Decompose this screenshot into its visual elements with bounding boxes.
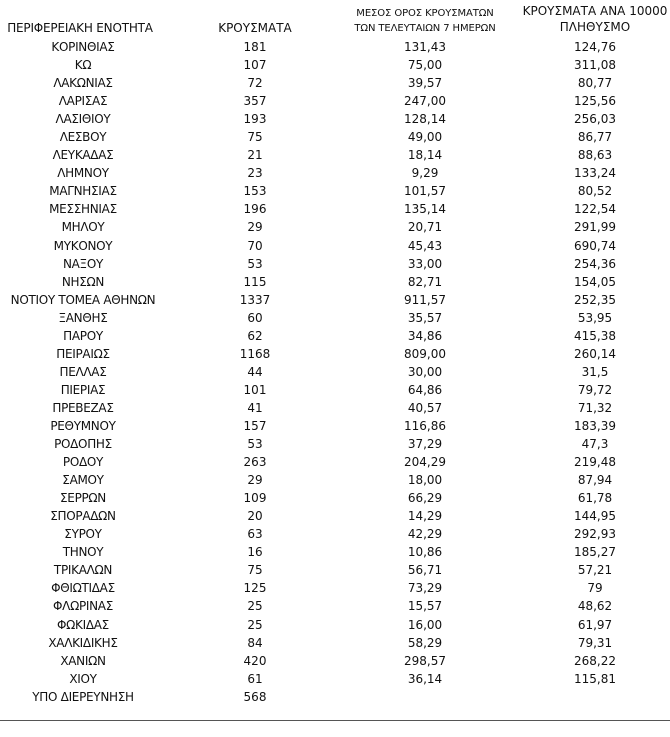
table-row [0, 435, 670, 453]
seven-day-average-cell: 911,57 [404, 292, 446, 307]
cases-cell: 29 [247, 220, 263, 235]
cases-per-10000-cell: 61,78 [577, 491, 613, 506]
region-cell: ΜΕΣΣΗΝΙΑΣ [49, 202, 117, 217]
table-row [0, 38, 670, 56]
region-cell: ΝΗΣΩΝ [61, 274, 105, 289]
seven-day-average-cell: 809,00 [404, 346, 446, 361]
seven-day-average-cell: 73,29 [407, 581, 443, 596]
table-row [0, 327, 670, 345]
table-row [0, 56, 670, 74]
table-body [0, 38, 670, 706]
region-cell: ΦΘΙΩΤΙΔΑΣ [51, 581, 115, 596]
table-row [0, 146, 670, 164]
cases-per-10000-cell: 80,77 [577, 76, 613, 91]
cases-per-10000-cell: 122,54 [574, 202, 616, 217]
cases-per-10000-cell: 61,97 [577, 617, 613, 632]
cases-per-10000-cell: 185,27 [574, 545, 616, 560]
cases-cell: 53 [247, 256, 263, 271]
cases-cell: 263 [243, 455, 267, 470]
region-cell: ΧΑΝΙΩΝ [60, 653, 106, 668]
cases-per-10000-cell: 79,72 [577, 382, 613, 397]
table-row [0, 381, 670, 399]
table-row [0, 634, 670, 652]
cases-per-10000-cell: 292,93 [574, 527, 616, 542]
table-row [0, 561, 670, 579]
seven-day-average-cell: 49,00 [407, 130, 443, 145]
region-cell: ΛΗΜΝΟΥ [57, 166, 109, 181]
seven-day-average-cell: 20,71 [407, 220, 443, 235]
cases-per-10000-cell: 48,62 [577, 599, 613, 614]
table-row [0, 110, 670, 128]
cases-cell: 107 [243, 58, 267, 73]
cases-cell: 153 [243, 184, 267, 199]
table-row [0, 670, 670, 688]
seven-day-average-cell: 101,57 [404, 184, 446, 199]
cases-cell: 357 [243, 94, 267, 109]
cases-cell: 62 [247, 328, 263, 343]
cases-per-10000-cell: 415,38 [574, 328, 616, 343]
region-cell: ΤΡΙΚΑΛΩΝ [53, 563, 113, 578]
cases-per-10000-cell: 154,05 [574, 274, 616, 289]
region-cell: ΠΙΕΡΙΑΣ [60, 382, 106, 397]
table-row [0, 597, 670, 615]
cases-per-10000-cell: 47,3 [581, 437, 609, 452]
seven-day-average-cell: 30,00 [407, 364, 443, 379]
table-row [0, 525, 670, 543]
table-row [0, 92, 670, 110]
table-row [0, 688, 670, 706]
seven-day-average-cell: 18,14 [407, 148, 443, 163]
cases-per-10000-cell: 88,63 [577, 148, 613, 163]
cases-per-10000-cell: 124,76 [574, 40, 616, 54]
cases-cell: 181 [243, 40, 267, 54]
cases-cell: 60 [247, 310, 263, 325]
cases-cell: 21 [247, 148, 263, 163]
cases-cell: 25 [247, 617, 263, 632]
seven-day-average-cell: 128,14 [404, 112, 446, 127]
header-per-line2: ΠΛΗΘΥΣΜΟ [559, 20, 631, 34]
cases-cell: 63 [247, 527, 263, 542]
region-cell: ΛΑΚΩΝΙΑΣ [53, 76, 113, 91]
cases-cell: 196 [243, 202, 267, 217]
cases-per-10000-cell: 252,35 [574, 292, 616, 307]
seven-day-average-cell: 247,00 [404, 94, 446, 109]
seven-day-average-cell: 36,14 [407, 671, 443, 686]
header-region: ΠΕΡΙΦΕΡΕΙΑΚΗ ΕΝΟΤΗΤΑ [7, 21, 153, 35]
seven-day-average-cell: 58,29 [407, 635, 443, 650]
seven-day-average-cell: 298,57 [404, 653, 446, 668]
cases-cell: 568 [243, 689, 267, 704]
cases-per-10000-cell: 31,5 [581, 364, 609, 379]
region-cell: ΠΑΡΟΥ [63, 328, 103, 343]
cases-cell: 70 [247, 238, 263, 253]
region-cell: ΠΡΕΒΕΖΑΣ [52, 400, 114, 415]
cases-per-10000-cell: 80,52 [577, 184, 613, 199]
seven-day-average-cell: 56,71 [407, 563, 443, 578]
cases-cell: 41 [247, 400, 263, 415]
header-avg-line1: ΜΕΣΟΣ ΟΡΟΣ ΚΡΟΥΣΜΑΤΩΝ [356, 8, 494, 19]
cases-cell: 75 [247, 130, 263, 145]
region-cell: ΧΑΛΚΙΔΙΚΗΣ [48, 635, 118, 650]
cases-cell: 20 [247, 509, 263, 524]
table-row [0, 291, 670, 309]
cases-per-10000-cell: 144,95 [574, 509, 616, 524]
header-cases: ΚΡΟΥΣΜΑΤΑ [218, 21, 292, 35]
header-avg-line2: ΤΩΝ ΤΕΛΕΥΤΑΙΩΝ 7 ΗΜΕΡΩΝ [354, 23, 496, 34]
cases-cell: 1337 [239, 292, 271, 307]
cases-per-10000-cell: 79,31 [577, 635, 613, 650]
seven-day-average-cell: 42,29 [407, 527, 443, 542]
seven-day-average-cell: 39,57 [407, 76, 443, 91]
seven-day-average-cell: 16,00 [407, 617, 443, 632]
cases-per-10000-cell: 79 [587, 581, 603, 596]
cases-cell: 25 [247, 599, 263, 614]
table-row [0, 579, 670, 597]
region-cell: ΧΙΟΥ [69, 671, 97, 686]
table-row [0, 273, 670, 291]
bottom-divider [0, 720, 670, 721]
region-cell: ΛΑΣΙΘΙΟΥ [55, 112, 111, 127]
cases-cell: 72 [247, 76, 263, 91]
seven-day-average-cell: 204,29 [404, 455, 446, 470]
cases-cell: 23 [247, 166, 263, 181]
table-row [0, 182, 670, 200]
region-cell: ΝΟΤΙΟΥ ΤΟΜΕΑ ΑΘΗΝΩΝ [10, 292, 156, 307]
region-cell: ΣΠΟΡΑΔΩΝ [50, 509, 116, 524]
cases-per-10000-cell: 115,81 [574, 671, 616, 686]
seven-day-average-cell: 75,00 [407, 58, 443, 73]
seven-day-average-cell: 35,57 [407, 310, 443, 325]
table-row [0, 164, 670, 182]
region-cell: ΦΛΩΡΙΝΑΣ [53, 599, 113, 614]
cases-per-10000-cell: 183,39 [574, 418, 616, 433]
region-cell: ΡΟΔΟΠΗΣ [54, 437, 112, 452]
table-row [0, 489, 670, 507]
cases-cell: 125 [243, 581, 267, 596]
header-seven-day-average [330, 6, 520, 36]
region-cell: ΚΩ [74, 58, 92, 73]
cases-per-10000-cell: 125,56 [574, 94, 616, 109]
header-per-line1: ΚΡΟΥΣΜΑΤΑ ΑΝΑ 10000 [522, 4, 668, 18]
table-row [0, 128, 670, 146]
region-cell: ΦΩΚΙΔΑΣ [57, 617, 109, 632]
table-row [0, 363, 670, 381]
cases-per-10000-cell: 256,03 [574, 112, 616, 127]
seven-day-average-cell: 66,29 [407, 491, 443, 506]
region-cell: ΠΕΛΛΑΣ [59, 364, 107, 379]
table-row [0, 255, 670, 273]
cases-cell: 29 [247, 473, 263, 488]
table-row [0, 309, 670, 327]
seven-day-average-cell: 45,43 [407, 238, 443, 253]
table-row [0, 200, 670, 218]
region-cell: ΥΠΟ ΔΙΕΡΕΥΝΗΣΗ [32, 689, 134, 704]
seven-day-average-cell: 15,57 [407, 599, 443, 614]
cases-per-10000-cell: 133,24 [574, 166, 616, 181]
region-cell: ΝΑΞΟΥ [62, 256, 104, 271]
seven-day-average-cell: 82,71 [407, 274, 443, 289]
cases-cell: 44 [247, 364, 263, 379]
seven-day-average-cell: 131,43 [404, 40, 446, 54]
region-cell: ΡΟΔΟΥ [62, 455, 104, 470]
table-row [0, 417, 670, 435]
cases-per-10000-cell: 291,99 [574, 220, 616, 235]
cases-per-10000-cell: 268,22 [574, 653, 616, 668]
seven-day-average-cell: 9,29 [411, 166, 439, 181]
table-row [0, 616, 670, 634]
seven-day-average-cell: 10,86 [407, 545, 443, 560]
cases-cell: 420 [243, 653, 267, 668]
region-cell: ΞΑΝΘΗΣ [58, 310, 108, 325]
table-row [0, 345, 670, 363]
cases-cell: 61 [247, 671, 263, 686]
cases-per-10000-cell: 690,74 [574, 238, 616, 253]
cases-cell: 84 [247, 635, 263, 650]
cases-per-10000-cell: 86,77 [577, 130, 613, 145]
seven-day-average-cell: 14,29 [407, 509, 443, 524]
cases-cell: 1168 [239, 346, 271, 361]
table-row [0, 453, 670, 471]
region-cell: ΤΗΝΟΥ [62, 545, 104, 560]
table-row [0, 399, 670, 417]
region-cell: ΣΑΜΟΥ [62, 473, 104, 488]
table-row [0, 652, 670, 670]
cases-per-10000-cell: 71,32 [577, 400, 613, 415]
region-cell: ΜΑΓΝΗΣΙΑΣ [49, 184, 117, 199]
cases-cell: 16 [247, 545, 263, 560]
seven-day-average-cell: 64,86 [407, 382, 443, 397]
seven-day-average-cell: 34,86 [407, 328, 443, 343]
region-cell: ΠΕΙΡΑΙΩΣ [56, 346, 110, 361]
seven-day-average-cell: 116,86 [404, 418, 446, 433]
region-cell: ΣΥΡΟΥ [64, 527, 102, 542]
cases-per-10000-cell: 87,94 [577, 473, 613, 488]
cases-per-10000-cell: 219,48 [574, 455, 616, 470]
cases-cell: 109 [243, 491, 267, 506]
region-cell: ΜΗΛΟΥ [61, 220, 105, 235]
table-row [0, 471, 670, 489]
table-row [0, 507, 670, 525]
cases-per-10000-cell: 57,21 [577, 563, 613, 578]
table-row [0, 218, 670, 236]
header-cases-per-10000 [510, 3, 670, 35]
region-cell: ΛΕΥΚΑΔΑΣ [52, 148, 114, 163]
seven-day-average-cell: 40,57 [407, 400, 443, 415]
cases-cell: 53 [247, 437, 263, 452]
region-cell: ΣΕΡΡΩΝ [60, 491, 106, 506]
cases-per-10000-cell: 311,08 [574, 58, 616, 73]
cases-cell: 75 [247, 563, 263, 578]
region-cell: ΛΕΣΒΟΥ [59, 130, 107, 145]
cases-cell: 101 [243, 382, 267, 397]
cases-per-10000-cell: 254,36 [574, 256, 616, 271]
cases-cell: 193 [243, 112, 267, 127]
cases-cell: 115 [243, 274, 267, 289]
region-cell: ΚΟΡΙΝΘΙΑΣ [51, 40, 115, 54]
seven-day-average-cell: 33,00 [407, 256, 443, 271]
cases-per-10000-cell: 260,14 [574, 346, 616, 361]
cases-cell: 157 [243, 418, 267, 433]
region-cell: ΜΥΚΟΝΟΥ [53, 238, 113, 253]
region-cell: ΡΕΘΥΜΝΟΥ [50, 418, 116, 433]
cases-per-10000-cell: 53,95 [577, 310, 613, 325]
seven-day-average-cell: 37,29 [407, 437, 443, 452]
table-row [0, 74, 670, 92]
seven-day-average-cell: 135,14 [404, 202, 446, 217]
table-row [0, 237, 670, 255]
table-row [0, 543, 670, 561]
seven-day-average-cell: 18,00 [407, 473, 443, 488]
region-cell: ΛΑΡΙΣΑΣ [58, 94, 108, 109]
